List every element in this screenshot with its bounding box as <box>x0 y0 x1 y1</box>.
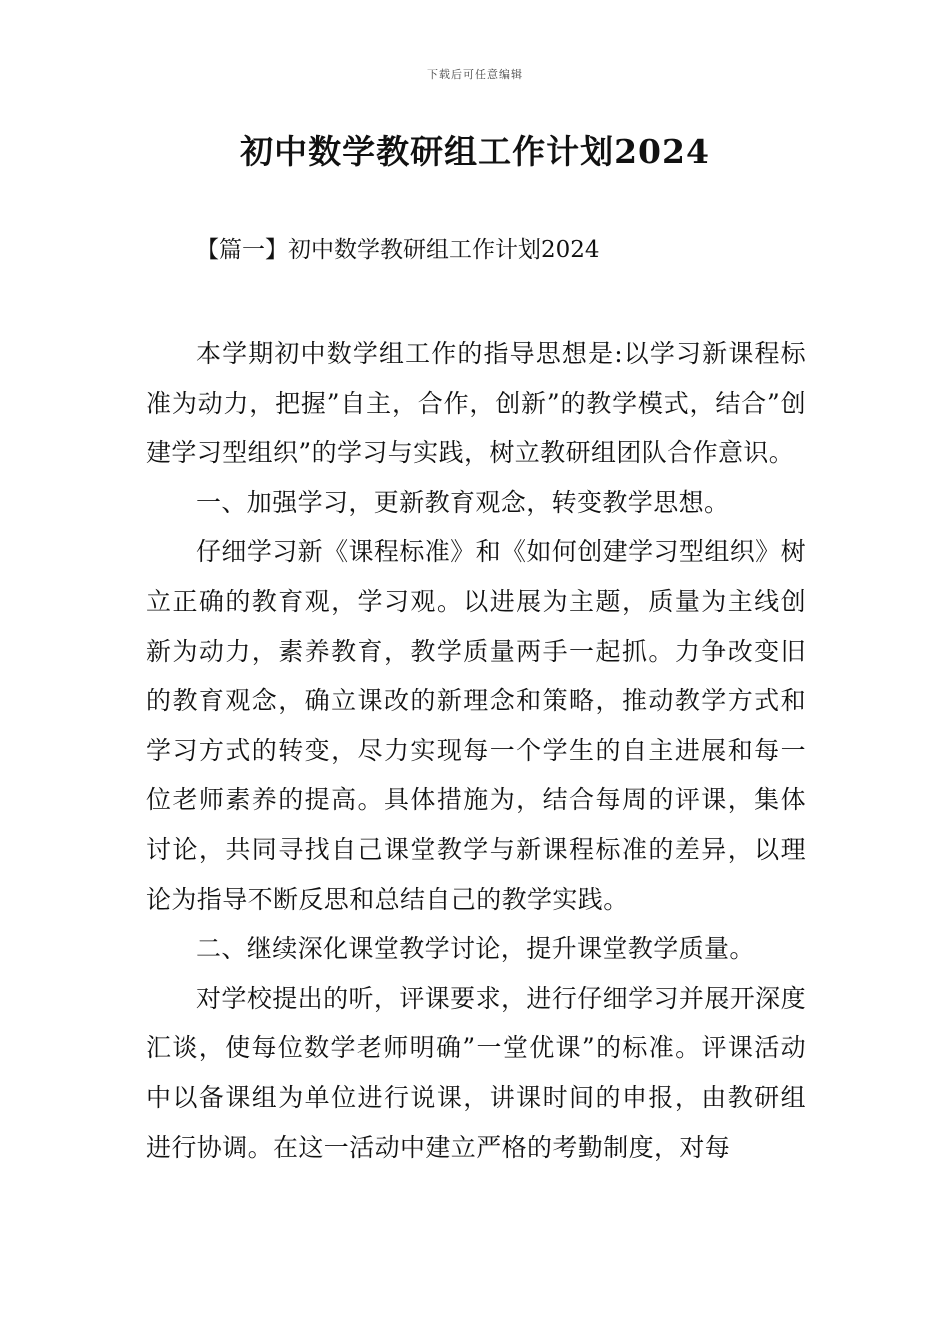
paragraph-intro: 本学期初中数学组工作的指导思想是:以学习新课程标准为动力，把握”自主，合作，创新”的教学模式，结合”创建学习型组织”的学习与实践，树立教研组团队合作意识。 <box>146 339 806 468</box>
paragraph-evaluation: 对学校提出的听，评课要求，进行仔细学习并展开深度汇谈，使每位数学老师明确”一堂优课”的标准。评课活动中以备课组为单位进行说课，讲课时间的申报，由教研组进行协调。在这一活动中建立严格的考勤制度，对每 <box>146 983 806 1162</box>
document-title: 初中数学教研组工作计划2024 <box>240 132 710 171</box>
paragraph-heading-2: 二、继续深化课堂教学讨论，提升课堂教学质量。 <box>196 934 755 964</box>
paragraph-study: 仔细学习新《课程标准》和《如何创建学习型组织》树立正确的教育观，学习观。以进展为主题，质量为主线创新为动力，素养教育，教学质量两手一起抓。力争改变旧的教育观念，确立课改的新理念和策略，推动教学方式和学习方式的转变，尽力实现每一个学生的自主进展和每一位老师素养的提高。具体措施为，结合每周的评课，集体讨论，共同寻找自己课堂教学与新课程标准的差异，以理论为指导不断反思和总结自己的教学实践。 <box>146 537 806 914</box>
header-note: 下载后可任意编辑 <box>427 68 523 81</box>
document-body <box>146 329 806 1172</box>
section-heading: 【篇一】初中数学教研组工作计划2024 <box>196 237 600 263</box>
paragraph-heading-1: 一、加强学习，更新教育观念，转变教学思想。 <box>196 487 730 517</box>
